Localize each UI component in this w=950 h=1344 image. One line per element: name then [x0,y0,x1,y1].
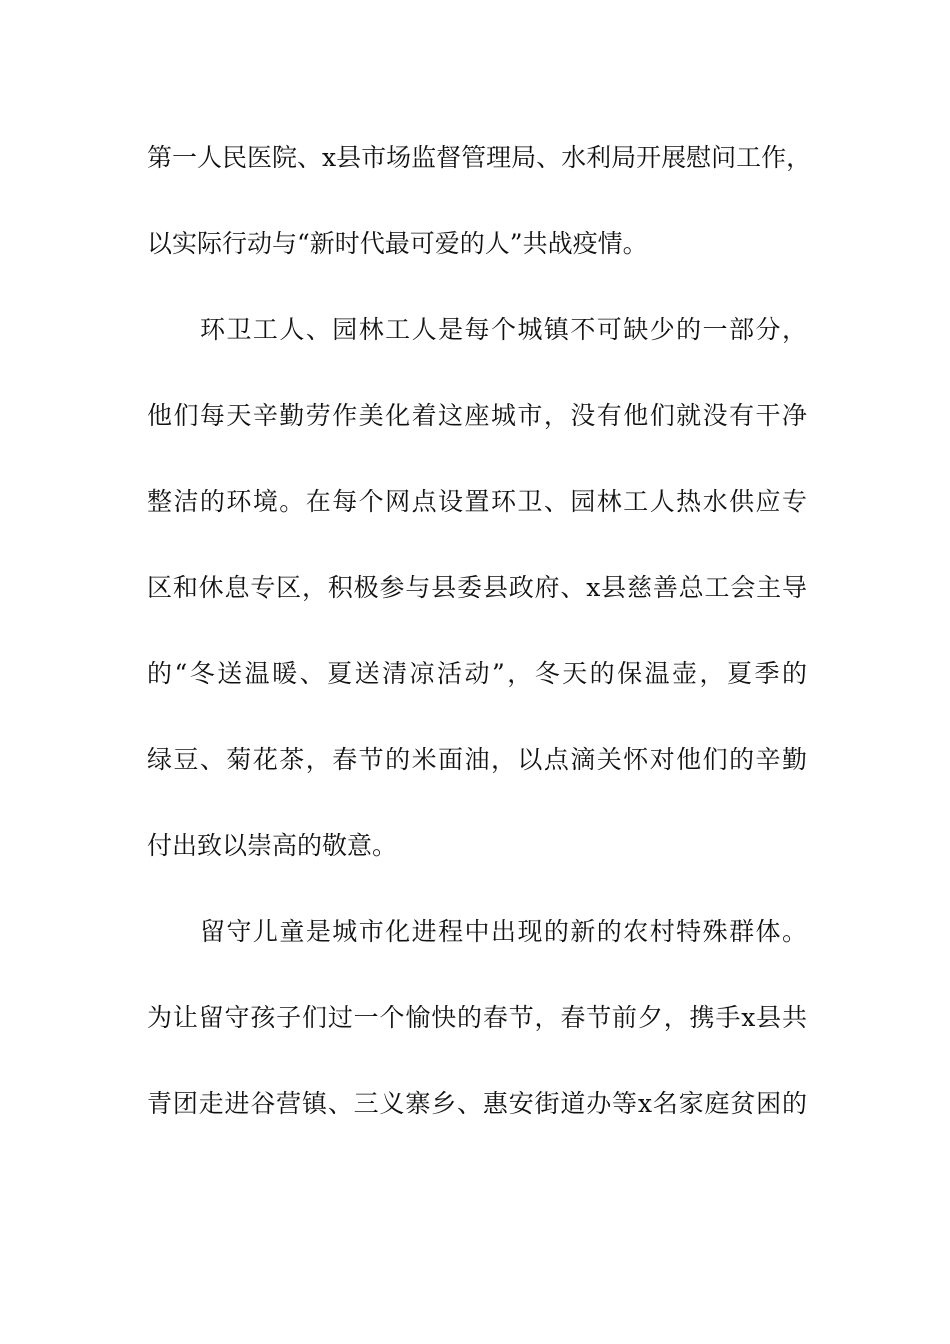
text-line-2: 以实际行动与“新时代最可爱的人”共战疫情。 [147,229,648,258]
text-line-4: 他们每天辛勤劳作美化着这座城市，没有他们就没有干净 [147,401,807,430]
text-line-12: 青团走进谷营镇、三义寨乡、惠安街道办等x名家庭贫困的 [147,1089,807,1118]
text-line-9: 付出致以崇高的敬意。 [147,831,398,860]
text-line-8: 绿豆、菊花茶，春节的米面油，以点滴关怀对他们的辛勤 [147,745,807,774]
text-line-10: 留守儿童是城市化进程中出现的新的农村特殊群体。 [200,917,807,946]
text-line-5: 整洁的环境。在每个网点设置环卫、园林工人热水供应专 [147,487,807,516]
text-line-11: 为让留守孩子们过一个愉快的春节，春节前夕，携手x县共 [147,1003,807,1032]
text-line-1: 第一人民医院、x县市场监督管理局、水利局开展慰问工作， [147,143,812,172]
text-line-6: 区和休息专区，积极参与县委县政府、x县慈善总工会主导 [147,573,807,602]
text-line-3: 环卫工人、园林工人是每个城镇不可缺少的一部分， [200,315,807,344]
text-line-7: 的“冬送温暖、夏送清凉活动”，冬天的保温壶，夏季的 [147,659,807,688]
